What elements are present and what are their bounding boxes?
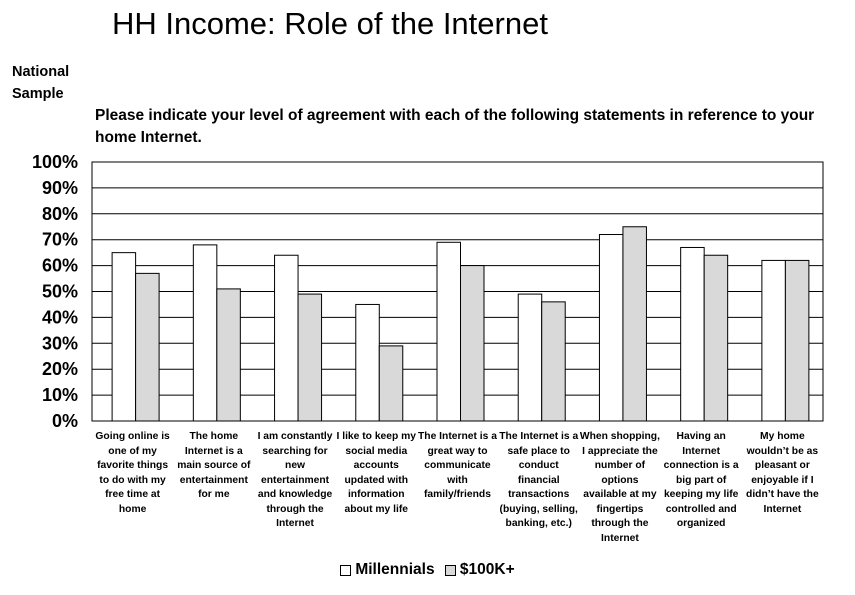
category-label: I like to keep my social media accounts updated with information about my life [336,431,417,515]
y-tick-label: 80% [41,203,78,224]
legend-item-100k [445,561,515,579]
y-tick-label: 10% [41,385,78,406]
sample-label: National Sample [12,64,70,102]
question-text: Please indicate your level of agreement with each of the following statements in reference to your home Internet. [95,107,815,146]
legend-item-millennials [340,561,434,579]
bar-100k [379,346,403,421]
y-tick-label: 70% [41,229,78,250]
legend-swatch-millennials [340,565,351,576]
y-tick-label: 20% [41,359,78,380]
legend-label-millennials: Millennials [355,561,435,578]
y-tick-label: 50% [41,281,78,302]
bar-millennials [599,235,623,421]
y-tick-label: 60% [41,255,78,276]
category-label: When shopping, I appreciate the number of options available at my fingertips through the Internet [579,431,660,544]
y-tick-label: 100% [31,152,78,172]
bar-millennials [356,304,380,421]
y-tick-label: 90% [41,177,78,198]
bar-millennials [437,242,461,421]
bar-100k [298,294,322,421]
bar-millennials [518,294,542,421]
bar-millennials [681,247,705,421]
y-tick-label: 0% [51,411,78,431]
category-label: My home wouldn’t be as pleasant or enjoyable if I didn’t have the Internet [746,431,819,515]
bars [112,227,809,421]
y-axis-ticks [32,152,78,431]
bar-100k [704,255,728,421]
category-label: I am constantly searching for new entertainment and knowledge through the Internet [257,431,333,529]
legend [0,561,855,581]
y-tick-label: 40% [41,307,78,328]
bar-100k [217,289,241,421]
bar-100k [623,227,647,421]
y-tick-label: 30% [41,333,78,354]
bar-millennials [762,260,786,421]
legend-swatch-100k [445,565,456,576]
category-label: Going online is one of my favorite things to do with my free time at home [95,431,170,515]
category-label: The Internet is a great way to communicate with family/friends [418,431,497,500]
bar-100k [785,260,809,421]
bar-100k [136,273,160,421]
legend-label-100k: $100K+ [459,561,515,578]
category-label: The Internet is a safe place to conduct financial transactions (buying, selling, banking, etc.) [499,431,579,529]
bar-millennials [112,253,136,421]
bar-millennials [193,245,217,421]
category-label: The home Internet is a main source of entertainment for me [177,431,251,500]
bar-100k [461,266,485,421]
bar-millennials [275,255,299,421]
category-label: Having an Internet connection is a big part of keeping my life controlled and organized [663,431,739,529]
bar-100k [542,302,566,421]
chart-title: HH Income: Role of the Internet [112,6,548,41]
